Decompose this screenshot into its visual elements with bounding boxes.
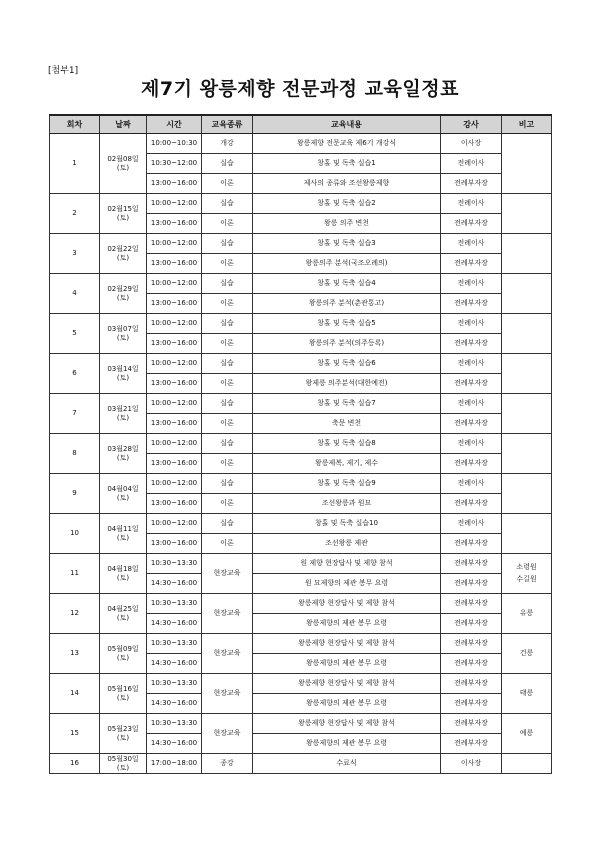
content-cell: 창홀 및 독축 실습9: [253, 474, 441, 494]
table-row: [50, 474, 552, 494]
session-date: 04월11일: [107, 524, 139, 533]
time-cell: 14:30~16:00: [147, 614, 202, 634]
session-day: (토): [116, 533, 130, 542]
type-cell: 실습: [202, 514, 253, 534]
time-cell: 13:00~16:00: [147, 414, 202, 434]
content-cell: 왕릉제향의 제관 봉무 요령: [253, 694, 441, 714]
session-number: 10: [50, 514, 100, 554]
session-date-cell: [100, 714, 147, 754]
type-cell: 이론: [202, 294, 253, 314]
lecturer-cell: 전례이사: [441, 274, 502, 294]
time-cell: 10:00~12:00: [147, 194, 202, 214]
col-header-lecturer: 강사: [441, 115, 502, 134]
session-date: 03월14일: [107, 364, 139, 373]
type-cell: 이론: [202, 494, 253, 514]
time-cell: 13:00~16:00: [147, 334, 202, 354]
table-row: [50, 594, 552, 614]
time-cell: 13:00~16:00: [147, 214, 202, 234]
col-header-note: 비고: [502, 115, 552, 134]
note-cell: 예릉: [502, 714, 552, 754]
type-cell: 현장교육: [202, 714, 253, 754]
content-cell: 왕릉제향 현장답사 및 제향 참석: [253, 594, 441, 614]
time-cell: 10:30~13:30: [147, 594, 202, 614]
session-date: 04월18일: [107, 564, 139, 573]
session-date: 02월08일: [107, 154, 139, 163]
session-day: (토): [116, 293, 130, 302]
session-day: (토): [116, 253, 130, 262]
time-cell: 10:30~13:30: [147, 554, 202, 574]
session-date: 02월15일: [107, 204, 139, 213]
time-cell: 10:30~13:30: [147, 714, 202, 734]
type-cell: 이론: [202, 214, 253, 234]
session-date-cell: [100, 674, 147, 714]
lecturer-cell: 전례부자장: [441, 614, 502, 634]
note-cell: 건릉: [502, 634, 552, 674]
type-cell: 현장교육: [202, 674, 253, 714]
session-day: (토): [116, 733, 130, 742]
lecturer-cell: 전례이사: [441, 154, 502, 174]
lecturer-cell: 전례이사: [441, 514, 502, 534]
table-row: [50, 554, 552, 574]
time-cell: 10:00~12:00: [147, 234, 202, 254]
content-cell: 원 묘제향의 제관 봉무 요령: [253, 574, 441, 594]
session-date-cell: [100, 314, 147, 354]
schedule-table: [49, 114, 552, 774]
session-day: (토): [116, 413, 130, 422]
session-date-cell: [100, 434, 147, 474]
session-number: 3: [50, 234, 100, 274]
content-cell: 왕릉제복, 제기, 제수: [253, 454, 441, 474]
type-cell: 실습: [202, 434, 253, 454]
note-cell: [502, 434, 552, 474]
content-cell: 창홀 및 독축 실습8: [253, 434, 441, 454]
type-cell: 실습: [202, 274, 253, 294]
session-number: 11: [50, 554, 100, 594]
session-number: 8: [50, 434, 100, 474]
content-cell: 왕릉의주 분석(의주등록): [253, 334, 441, 354]
time-cell: 13:00~16:00: [147, 174, 202, 194]
session-date: 05월23일: [107, 724, 139, 733]
session-number: 5: [50, 314, 100, 354]
table-row: [50, 194, 552, 214]
table-row: [50, 714, 552, 734]
type-cell: 이론: [202, 254, 253, 274]
note-cell: 태릉: [502, 674, 552, 714]
session-date-cell: [100, 394, 147, 434]
session-date: 05월09일: [107, 644, 139, 653]
session-day: (토): [116, 493, 130, 502]
session-date-cell: [100, 194, 147, 234]
content-cell: 왕릉제향 현장답사 및 제향 참석: [253, 674, 441, 694]
type-cell: 실습: [202, 394, 253, 414]
type-cell: 이론: [202, 414, 253, 434]
session-date-cell: [100, 594, 147, 634]
col-header-time: 시간: [147, 115, 202, 134]
type-cell: 이론: [202, 374, 253, 394]
type-cell: 실습: [202, 354, 253, 374]
content-cell: 창홀 및 독축 실습7: [253, 394, 441, 414]
session-date-cell: [100, 634, 147, 674]
session-date-cell: [100, 234, 147, 274]
type-cell: 실습: [202, 194, 253, 214]
session-date-cell: [100, 474, 147, 514]
note-cell: [502, 394, 552, 434]
session-number: 1: [50, 134, 100, 194]
time-cell: 14:30~16:00: [147, 574, 202, 594]
time-cell: 13:00~16:00: [147, 294, 202, 314]
lecturer-cell: 전례부자장: [441, 534, 502, 554]
type-cell: 실습: [202, 154, 253, 174]
session-day: (토): [116, 573, 130, 582]
type-cell: 실습: [202, 314, 253, 334]
lecturer-cell: 전례이사: [441, 194, 502, 214]
session-date-cell: [100, 354, 147, 394]
session-date-cell: [100, 274, 147, 314]
session-number: 2: [50, 194, 100, 234]
type-cell: 개강: [202, 134, 253, 154]
note-cell: [502, 314, 552, 354]
time-cell: 10:30~13:30: [147, 674, 202, 694]
type-cell: 이론: [202, 174, 253, 194]
note-cell: [502, 354, 552, 394]
session-date-cell: [100, 134, 147, 194]
time-cell: 14:30~16:00: [147, 734, 202, 754]
note-cell: [502, 234, 552, 274]
lecturer-cell: 전례부자장: [441, 334, 502, 354]
type-cell: 이론: [202, 454, 253, 474]
note-cell: [502, 134, 552, 194]
lecturer-cell: 전례부자장: [441, 254, 502, 274]
lecturer-cell: 이사장: [441, 134, 502, 154]
lecturer-cell: 전례이사: [441, 434, 502, 454]
note-cell: [502, 194, 552, 234]
content-cell: 왕릉제향의 제관 봉무 요령: [253, 614, 441, 634]
time-cell: 13:00~16:00: [147, 534, 202, 554]
time-cell: 10:00~12:00: [147, 314, 202, 334]
time-cell: 10:00~10:30: [147, 134, 202, 154]
attachment-label: [첨부1]: [48, 66, 79, 76]
table-row: [50, 314, 552, 334]
session-number: 12: [50, 594, 100, 634]
lecturer-cell: 전례이사: [441, 394, 502, 414]
session-number: 4: [50, 274, 100, 314]
content-cell: 조선왕릉 제관: [253, 534, 441, 554]
col-header-content: 교육내용: [253, 115, 441, 134]
content-cell: 창홀 및 독축 실습2: [253, 194, 441, 214]
time-cell: 10:00~12:00: [147, 434, 202, 454]
session-date-cell: [100, 754, 147, 774]
time-cell: 13:00~16:00: [147, 374, 202, 394]
session-date: 04월25일: [107, 604, 139, 613]
lecturer-cell: 전례부자장: [441, 294, 502, 314]
session-day: (토): [116, 163, 130, 172]
lecturer-cell: 전례부자장: [441, 454, 502, 474]
session-date: 05월30일: [107, 754, 139, 763]
session-day: (토): [116, 763, 130, 772]
content-cell: 원 제향 현장답사 및 제향 참석: [253, 554, 441, 574]
col-header-type: 교육종류: [202, 115, 253, 134]
session-day: (토): [116, 373, 130, 382]
time-cell: 10:00~12:00: [147, 514, 202, 534]
session-date-cell: [100, 554, 147, 594]
lecturer-cell: 전례부자장: [441, 214, 502, 234]
table-row: [50, 434, 552, 454]
content-cell: 창홀 및 독축 실습4: [253, 274, 441, 294]
table-row: [50, 134, 552, 154]
lecturer-cell: 전례부자장: [441, 574, 502, 594]
lecturer-cell: 전례이사: [441, 234, 502, 254]
time-cell: 10:00~12:00: [147, 274, 202, 294]
session-day: (토): [116, 453, 130, 462]
content-cell: 왕릉제향의 제관 봉무 요령: [253, 734, 441, 754]
table-row: [50, 274, 552, 294]
table-row: [50, 234, 552, 254]
content-cell: 왕릉의주 분석(국조오례의): [253, 254, 441, 274]
lecturer-cell: 전례부자장: [441, 494, 502, 514]
session-number: 9: [50, 474, 100, 514]
session-number: 15: [50, 714, 100, 754]
session-date-cell: [100, 514, 147, 554]
session-date: 02월22일: [107, 244, 139, 253]
lecturer-cell: 전례이사: [441, 474, 502, 494]
lecturer-cell: 전례이사: [441, 354, 502, 374]
table-row: [50, 634, 552, 654]
content-cell: 제사의 종류와 조선왕릉제향: [253, 174, 441, 194]
time-cell: 13:00~16:00: [147, 494, 202, 514]
session-number: 6: [50, 354, 100, 394]
session-date: 03월21일: [107, 404, 139, 413]
session-number: 7: [50, 394, 100, 434]
note-cell: 소령원 수길원: [502, 554, 552, 594]
schedule-body: [50, 134, 552, 774]
table-row: [50, 354, 552, 374]
content-cell: 수료식: [253, 754, 441, 774]
time-cell: 14:30~16:00: [147, 654, 202, 674]
type-cell: 현장교육: [202, 634, 253, 674]
time-cell: 17:00~18:00: [147, 754, 202, 774]
note-cell: 유릉: [502, 594, 552, 634]
content-cell: 창홀 및 독축 실습10: [253, 514, 441, 534]
content-cell: 왕릉제향 전문교육 제6기 개강식: [253, 134, 441, 154]
content-cell: 조선왕릉과 원묘: [253, 494, 441, 514]
lecturer-cell: 전례부자장: [441, 374, 502, 394]
table-row: [50, 674, 552, 694]
type-cell: 실습: [202, 234, 253, 254]
lecturer-cell: 전례부자장: [441, 674, 502, 694]
content-cell: 왕릉제향 현장답사 및 제향 참석: [253, 714, 441, 734]
content-cell: 창홀 및 독축 실습1: [253, 154, 441, 174]
lecturer-cell: 전례부자장: [441, 734, 502, 754]
content-cell: 축문 변천: [253, 414, 441, 434]
session-date: 03월28일: [107, 444, 139, 453]
lecturer-cell: 전례부자장: [441, 174, 502, 194]
session-day: (토): [116, 333, 130, 342]
content-cell: 왕릉 의주 변천: [253, 214, 441, 234]
session-date: 03월07일: [107, 324, 139, 333]
session-date: 02월29일: [107, 284, 139, 293]
time-cell: 10:00~12:00: [147, 474, 202, 494]
lecturer-cell: 전례부자장: [441, 654, 502, 674]
session-day: (토): [116, 653, 130, 662]
lecturer-cell: 전례이사: [441, 314, 502, 334]
col-header-date: 날짜: [100, 115, 147, 134]
content-cell: 왕릉의주 분석(춘관통고): [253, 294, 441, 314]
time-cell: 13:00~16:00: [147, 254, 202, 274]
table-header-row: [50, 115, 552, 134]
table-row: [50, 394, 552, 414]
page-title: 제7기 왕릉제향 전문과정 교육일정표: [141, 78, 459, 100]
type-cell: 실습: [202, 474, 253, 494]
note-cell: [502, 514, 552, 554]
table-row: [50, 754, 552, 774]
session-date: 04월04일: [107, 484, 139, 493]
lecturer-cell: 전례부자장: [441, 554, 502, 574]
type-cell: 이론: [202, 334, 253, 354]
time-cell: 10:30~13:30: [147, 634, 202, 654]
time-cell: 13:00~16:00: [147, 454, 202, 474]
lecturer-cell: 전례부자장: [441, 634, 502, 654]
content-cell: 왕릉제향의 제관 봉무 요령: [253, 654, 441, 674]
content-cell: 창홀 및 독축 실습5: [253, 314, 441, 334]
content-cell: 창홀 및 독축 실습3: [253, 234, 441, 254]
lecturer-cell: 전례부자장: [441, 414, 502, 434]
lecturer-cell: 전례부자장: [441, 694, 502, 714]
note-cell: [502, 474, 552, 514]
time-cell: 10:30~12:00: [147, 154, 202, 174]
content-cell: 창홀 및 독축 실습6: [253, 354, 441, 374]
time-cell: 10:00~12:00: [147, 354, 202, 374]
time-cell: 10:00~12:00: [147, 394, 202, 414]
session-number: 14: [50, 674, 100, 714]
session-day: (토): [116, 213, 130, 222]
type-cell: 현장교육: [202, 554, 253, 594]
content-cell: 왕제릉 의주분석(대한예전): [253, 374, 441, 394]
col-header-session: 회차: [50, 115, 100, 134]
lecturer-cell: 전례부자장: [441, 594, 502, 614]
type-cell: 현장교육: [202, 594, 253, 634]
content-cell: 왕릉제향 현장답사 및 제향 참석: [253, 634, 441, 654]
type-cell: 이론: [202, 534, 253, 554]
session-number: 13: [50, 634, 100, 674]
lecturer-cell: 이사장: [441, 754, 502, 774]
note-cell: [502, 754, 552, 774]
session-number: 16: [50, 754, 100, 774]
lecturer-cell: 전례부자장: [441, 714, 502, 734]
type-cell: 종강: [202, 754, 253, 774]
session-day: (토): [116, 693, 130, 702]
table-row: [50, 514, 552, 534]
time-cell: 14:30~16:00: [147, 694, 202, 714]
session-day: (토): [116, 613, 130, 622]
session-date: 05월16일: [107, 684, 139, 693]
note-cell: [502, 274, 552, 314]
